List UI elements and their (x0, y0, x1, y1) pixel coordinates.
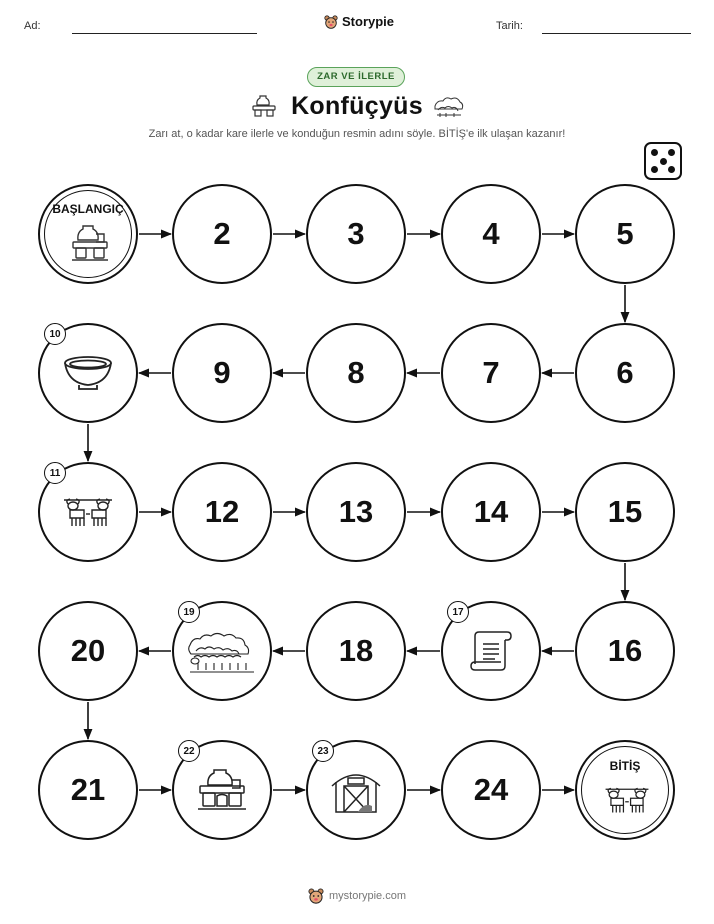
board-cell-picture[interactable] (172, 601, 272, 701)
cell-number: 11 (44, 462, 66, 484)
finish-cell[interactable] (575, 740, 675, 840)
page-title: Konfüçyüs (291, 92, 423, 120)
board-cell-picture[interactable] (38, 323, 138, 423)
pottery-icon (68, 222, 112, 266)
bear-icon (308, 888, 324, 904)
cell-number: 22 (178, 740, 200, 762)
cell-number: 5 (616, 216, 634, 251)
cell-number: 24 (473, 772, 509, 807)
finish-label: BİTİŞ (609, 759, 641, 773)
board-cell[interactable] (441, 184, 541, 284)
sheep-flock-icon (186, 625, 258, 677)
board-cell[interactable] (575, 184, 675, 284)
cell-number: 6 (616, 355, 634, 390)
board-cell[interactable] (172, 323, 272, 423)
board-cell-picture[interactable] (306, 740, 406, 840)
cell-number: 15 (607, 494, 643, 529)
board-cell[interactable] (441, 323, 541, 423)
brand-name: Storypie (342, 14, 395, 29)
cell-number: 7 (482, 355, 500, 390)
board-cell[interactable] (306, 601, 406, 701)
cell-number: 21 (70, 772, 106, 807)
start-cell[interactable] (38, 184, 138, 284)
cell-number: 19 (178, 601, 200, 623)
oxen-icon (602, 782, 652, 818)
date-label: Tarih: (496, 20, 523, 32)
cell-number: 9 (213, 355, 231, 390)
cell-number: 4 (482, 216, 500, 251)
oxen-icon (60, 492, 116, 532)
board-cell[interactable] (306, 462, 406, 562)
cell-number: 17 (447, 601, 469, 623)
cell-number: 13 (338, 494, 374, 529)
bowl-icon (61, 353, 115, 393)
board-cell[interactable] (38, 740, 138, 840)
board-cell[interactable] (575, 323, 675, 423)
granary-icon (328, 764, 384, 816)
scroll-icon (469, 628, 513, 674)
board-cell[interactable] (306, 184, 406, 284)
instructions: Zarı at, o kadar kare ilerle ve konduğun resmin adını söyle. BİTİŞ'e ilk ulaşan kazanır! (148, 128, 566, 140)
cell-number: 20 (70, 633, 106, 668)
board-cell[interactable] (172, 462, 272, 562)
board-cell[interactable] (38, 601, 138, 701)
start-label: BAŞLANGIÇ (52, 202, 124, 216)
cell-number: 18 (338, 633, 374, 668)
cell-number: 12 (204, 494, 240, 529)
board-cell-picture[interactable] (38, 462, 138, 562)
name-label: Ad: (24, 20, 41, 32)
cell-number: 3 (347, 216, 365, 251)
board-cell[interactable] (575, 601, 675, 701)
cell-number: 16 (607, 633, 643, 668)
board-cell[interactable] (306, 323, 406, 423)
board-cell[interactable] (575, 462, 675, 562)
board-cell-picture[interactable] (172, 740, 272, 840)
pottery-icon (194, 766, 250, 814)
cell-number: 14 (473, 494, 509, 529)
board-cell[interactable] (441, 740, 541, 840)
board-cell[interactable] (172, 184, 272, 284)
board-cell[interactable] (441, 462, 541, 562)
game-type-badge: ZAR VE İLERLE (307, 67, 405, 87)
cell-number: 10 (44, 323, 66, 345)
footer (0, 888, 714, 904)
cell-number: 8 (347, 355, 365, 390)
footer-site[interactable]: mystorypie.com (328, 890, 407, 902)
board-cell-picture[interactable] (441, 601, 541, 701)
cell-number: 2 (213, 216, 231, 251)
cell-number: 23 (312, 740, 334, 762)
